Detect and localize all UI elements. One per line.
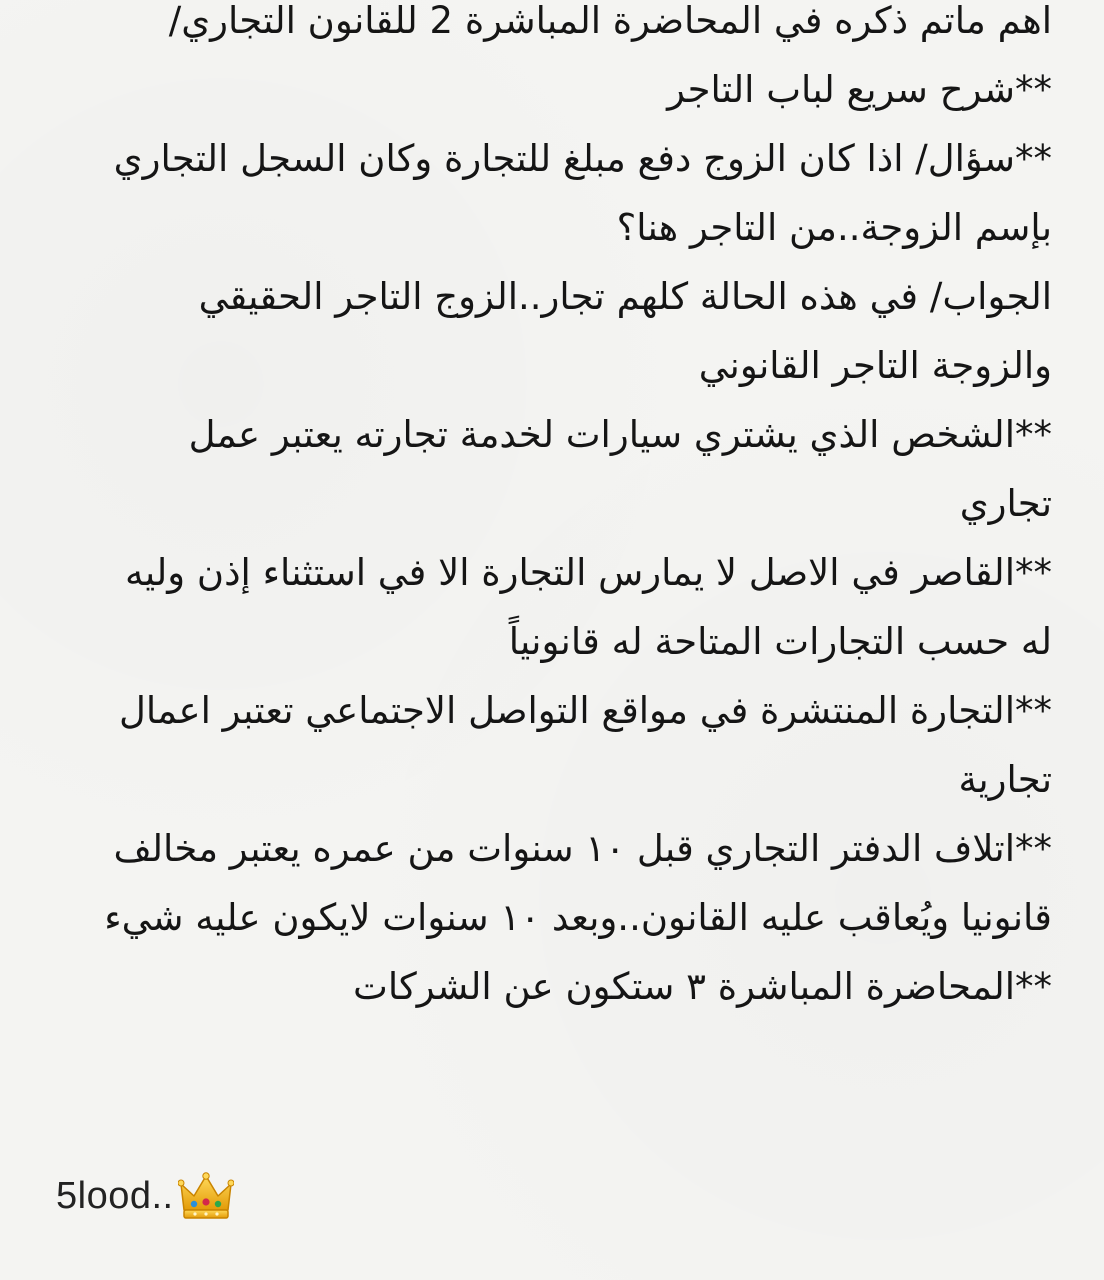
note-line: **سؤال/ اذا كان الزوج دفع مبلغ للتجارة وكان السجل التجاري (113, 137, 1052, 180)
note-line: **التجارة المنتشرة في مواقع التواصل الاجتماعي تعتبر اعمال (118, 689, 1052, 732)
note-line: **المحاضرة المباشرة ٣ ستكون عن الشركات (352, 965, 1052, 1008)
signature (56, 1168, 234, 1224)
crown-icon (178, 1170, 234, 1222)
note-line: تجارية (958, 758, 1052, 801)
note-line: الجواب/ في هذه الحالة كلهم تجار..الزوج التاجر الحقيقي (198, 275, 1052, 318)
note-line: تجاري (959, 482, 1052, 525)
note-line: قانونيا ويُعاقب عليه القانون..وبعد ١٠ سنوات لايكون عليه شيء (104, 896, 1052, 939)
note-line: **شرح سريع لباب التاجر (667, 68, 1052, 111)
note-line: والزوجة التاجر القانوني (698, 344, 1052, 387)
note-line: بإسم الزوجة..من التاجر هنا؟ (616, 206, 1052, 249)
note-line: له حسب التجارات المتاحة له قانونياً (508, 620, 1052, 663)
note-body (52, 0, 1052, 1021)
note-line: **اتلاف الدفتر التجاري قبل ١٠ سنوات من عمره يعتبر مخالف (113, 827, 1052, 870)
note-line: اهم ماتم ذكره في المحاضرة المباشرة 2 للقانون التجاري/ (168, 0, 1052, 42)
note-line: **القاصر في الاصل لا يمارس التجارة الا في استثناء إذن وليه (125, 551, 1052, 594)
signature-text: 5lood.. (56, 1174, 174, 1217)
note-line: **الشخص الذي يشتري سيارات لخدمة تجارته يعتبر عمل (188, 413, 1052, 456)
